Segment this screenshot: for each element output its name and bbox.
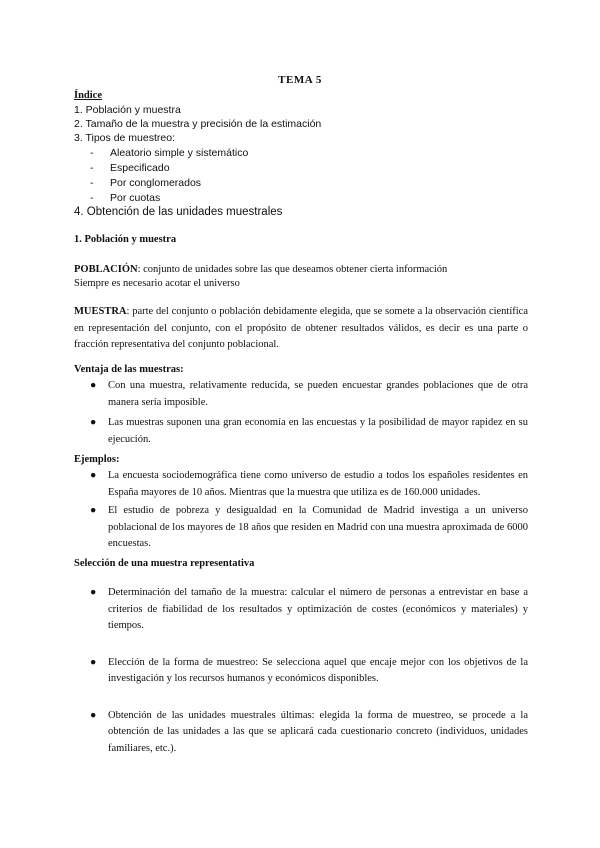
list-item [74, 708, 528, 758]
index-dash: - [90, 147, 94, 159]
index-dash: - [90, 177, 94, 189]
bullet-icon: ● [90, 587, 97, 598]
index-subitem-4: Por cuotas [110, 192, 161, 204]
index-subitem-2: Especificado [110, 162, 170, 174]
poblacion-term: POBLACIÓN [74, 264, 138, 275]
list-item [74, 415, 528, 448]
muestra-text: : parte del conjunto o población debidamente elegida, que se somete a la observación científica en representación del conjunto, con el propósito de obtener resultados válidos, es decir es una parte o fracción representativa del conjunto poblacional. [74, 306, 528, 350]
bullet-icon: ● [90, 470, 97, 481]
poblacion-definition [74, 264, 447, 275]
ejemplos-list [74, 468, 528, 553]
bullet-icon: ● [90, 505, 97, 516]
index-dash: - [90, 192, 94, 204]
section-heading-poblacion-muestra: 1. Población y muestra [74, 234, 177, 245]
ejemplos-heading: Ejemplos: [74, 454, 120, 465]
index-item-2: 2. Tamaño de la muestra y precisión de la estimación [74, 118, 322, 130]
ejemplo-text: La encuesta sociodemográfica tiene como universo de estudio a todos los españoles residentes en España mayores de 10 años. Mientras que la muestra que utiliza es de 160.000 unidades. [108, 470, 528, 498]
seleccion-text: Obtención de las unidades muestrales últimas: elegida la forma de muestreo, se procede a la obtención de las unidades a las que se aplicará cada cuestionario concreto (individuos, unidades familiares, etc.). [108, 709, 528, 754]
bullet-icon: ● [90, 709, 97, 721]
bullet-icon: ● [90, 380, 97, 391]
poblacion-note: Siempre es necesario acotar el universo [74, 278, 240, 289]
index-heading: Índice [74, 90, 103, 101]
seleccion-text: Elección de la forma de muestreo: Se selecciona aquel que encaje mejor con los objetivos de la investigación y los recursos humanos y económicos disponibles. [108, 656, 528, 684]
list-item [74, 585, 528, 635]
ventaja-text: Las muestras suponen una gran economía en las encuestas y la posibilidad de mayor rapidez en su ejecución. [108, 417, 528, 445]
seleccion-list [74, 585, 528, 757]
list-item [74, 503, 528, 553]
index-item-3: 3. Tipos de muestreo: [74, 132, 175, 144]
ventajas-heading: Ventaja de las muestras: [74, 364, 184, 375]
index-item-1: 1. Población y muestra [74, 104, 181, 116]
muestra-term: MUESTRA [74, 306, 127, 317]
bullet-icon: ● [90, 417, 97, 428]
seleccion-heading: Selección de una muestra representativa [74, 558, 255, 569]
muestra-definition [74, 304, 528, 354]
index-dash: - [90, 162, 94, 174]
ventajas-list [74, 378, 528, 448]
list-item [74, 378, 528, 411]
ejemplo-text: El estudio de pobreza y desigualdad en la Comunidad de Madrid investiga a un universo poblacional de los mayores de 18 años que residen en Madrid con una muestra aproximada de 6000 encuestas. [108, 505, 528, 549]
list-item [74, 468, 528, 501]
index-subitem-3: Por conglomerados [110, 177, 202, 189]
ventaja-text: Con una muestra, relativamente reducida, se pueden encuestar grandes poblaciones que de otra manera sería imposible. [108, 380, 528, 408]
page-title: TEMA 5 [278, 74, 322, 86]
list-item [74, 655, 528, 688]
index-subitem-1: Aleatorio simple y sistemático [110, 147, 249, 159]
index-item-4: 4. Obtención de las unidades muestrales [74, 206, 283, 218]
seleccion-text: Determinación del tamaño de la muestra: calcular el número de personas a entrevistar en base a criterios de fiabilidad de los resultados y optimización de costes (económicos y materiales) y tiempos. [108, 587, 528, 631]
bullet-icon: ● [90, 656, 97, 668]
poblacion-text: : conjunto de unidades sobre las que deseamos obtener cierta información [137, 264, 448, 275]
